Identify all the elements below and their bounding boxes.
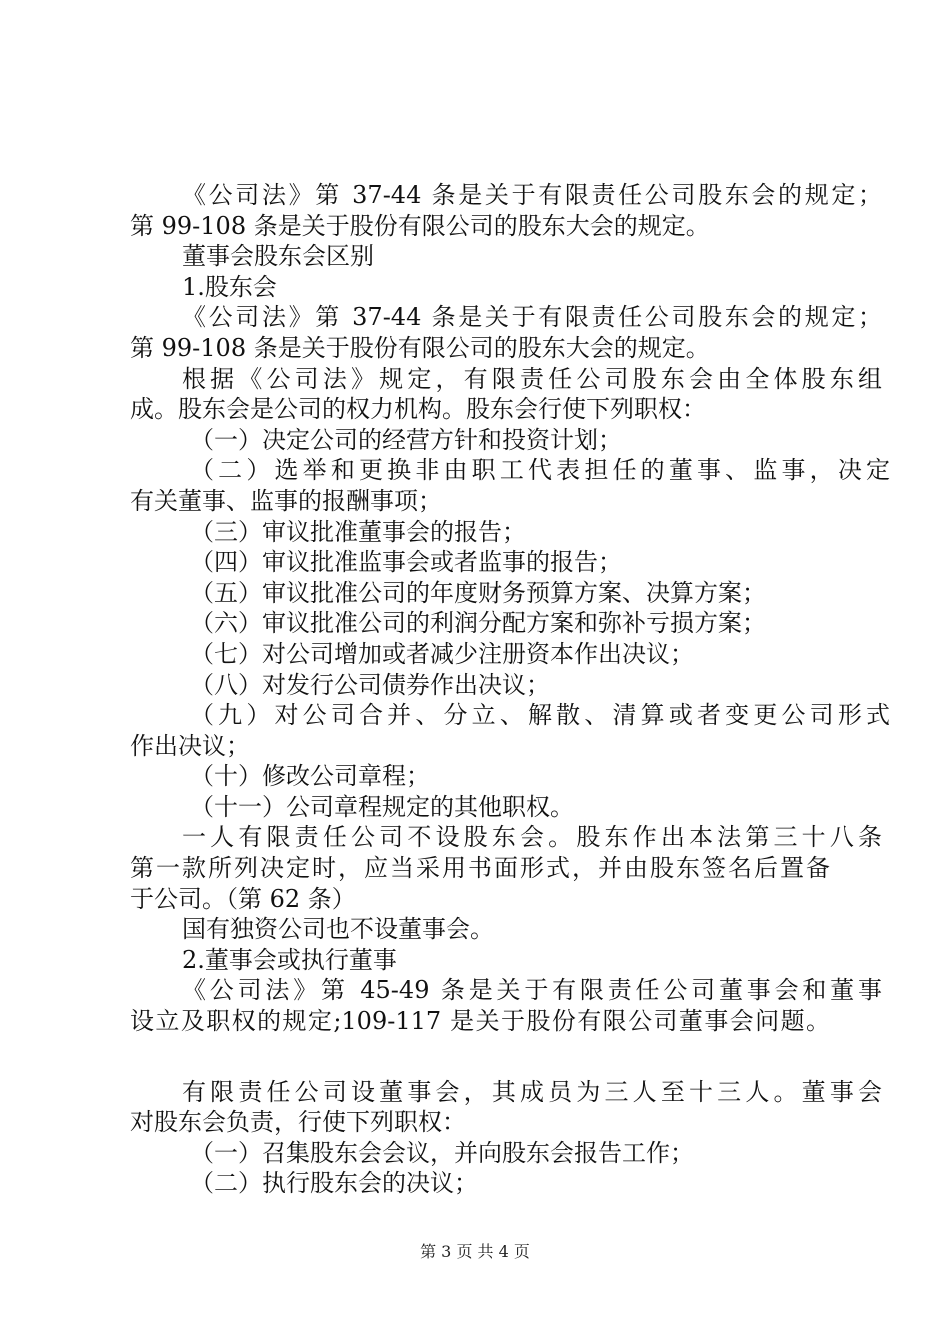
text-line: 《公司法》第 37-44 条是关于有限责任公司股东会的规定； [182, 303, 882, 332]
text-line: 对股东会负责，行使下列职权： [130, 1108, 466, 1137]
text-line: 第一款所列决定时，应当采用书面形式，并由股东签名后置备 [130, 854, 830, 883]
text-line: 一人有限责任公司不设股东会。股东作出本法第三十八条 [182, 823, 882, 852]
text-line: （五）审议批准公司的年度财务预算方案、决算方案； [190, 578, 766, 607]
text-line: 董事会股东会区别 [182, 242, 374, 271]
text-line: 1.股东会 [182, 272, 277, 301]
text-line: 有关董事、监事的报酬事项； [130, 486, 442, 515]
text-line: 2.董事会或执行董事 [182, 945, 397, 974]
document-body [130, 180, 890, 1199]
text-line: （三）审议批准董事会的报告； [190, 517, 526, 546]
text-line: 《公司法》第 37-44 条是关于有限责任公司股东会的规定； [182, 181, 882, 209]
text-line: 设立及职权的规定;109-117 是关于股份有限公司董事会问题。 [130, 1007, 830, 1036]
text-line: 作出决议； [130, 731, 250, 760]
text-line: （一）决定公司的经营方针和投资计划； [190, 425, 622, 454]
text-line: （八）对发行公司债券作出决议； [190, 670, 550, 699]
text-line: （四）审议批准监事会或者监事的报告； [190, 548, 622, 577]
text-line: （一）召集股东会会议，并向股东会报告工作； [190, 1138, 694, 1167]
text-line: （二）选举和更换非由职工代表担任的董事、监事，决定 [190, 456, 890, 485]
page-footer: 第 3 页 共 4 页 [420, 1242, 530, 1261]
text-line: 有限责任公司设董事会，其成员为三人至十三人。董事会 [182, 1077, 882, 1106]
text-line: （七）对公司增加或者减少注册资本作出决议； [190, 639, 694, 668]
text-line: （九）对公司合并、分立、解散、清算或者变更公司形式 [190, 701, 890, 730]
text-line: 根据《公司法》规定，有限责任公司股东会由全体股东组 [182, 364, 882, 393]
text-line: 第 99-108 条是关于股份有限公司的股东大会的规定。 [130, 333, 710, 362]
text-line: （二）执行股东会的决议； [190, 1169, 478, 1198]
text-line: 第 99-108 条是关于股份有限公司的股东大会的规定。 [130, 211, 710, 240]
text-line: 成。股东会是公司的权力机构。股东会行使下列职权： [130, 395, 706, 424]
text-line: 于公司。（第 62 条） [130, 884, 356, 913]
text-line: 国有独资公司也不设董事会。 [182, 915, 494, 944]
text-line: 《公司法》第 45-49 条是关于有限责任公司董事会和董事 [182, 976, 882, 1005]
text-line: （十一）公司章程规定的其他职权。 [190, 792, 574, 821]
text-line: （十）修改公司章程； [190, 762, 430, 791]
text-line: （六）审议批准公司的利润分配方案和弥补亏损方案； [190, 609, 766, 638]
blank-line [130, 1037, 830, 1077]
